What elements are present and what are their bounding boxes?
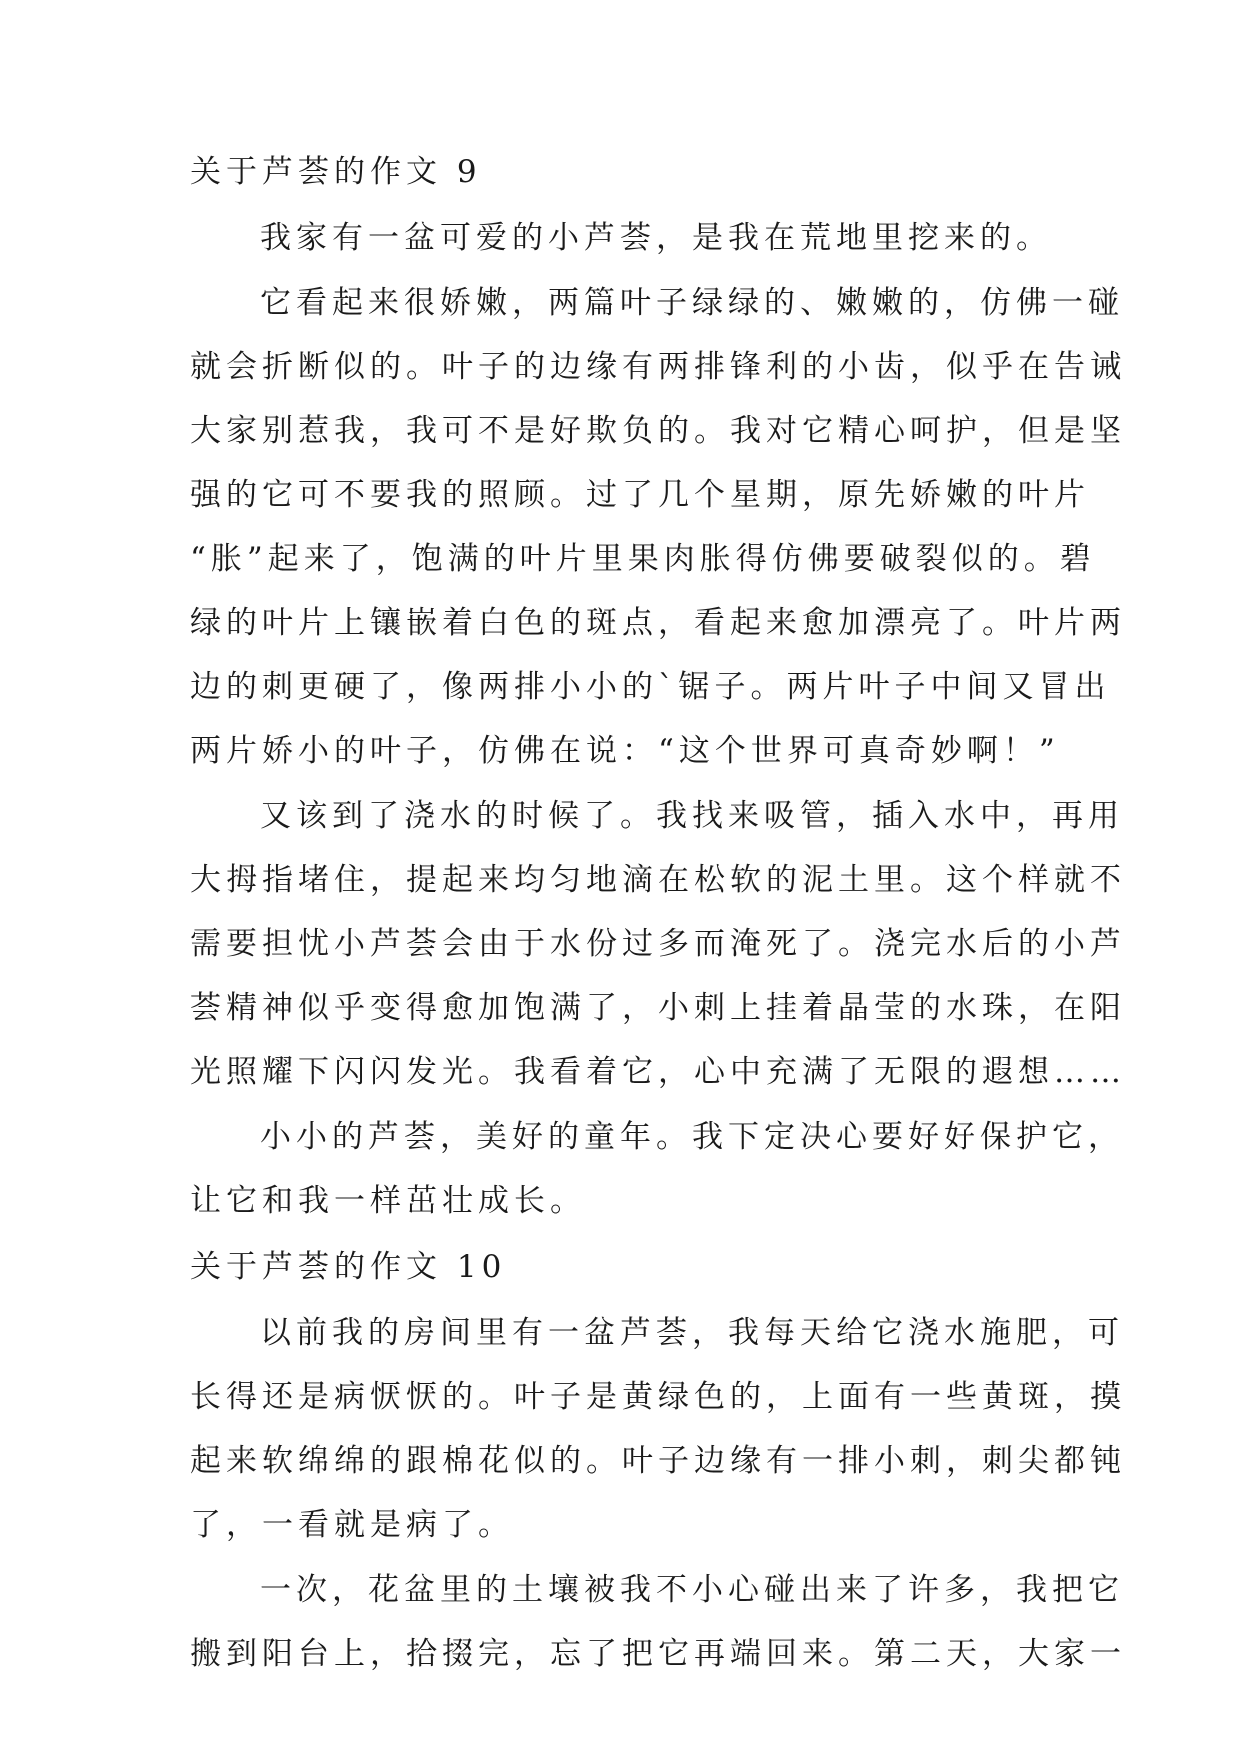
paragraph bbox=[190, 1570, 1126, 1674]
paragraph-line: 让它和我一样茁壮成长。 bbox=[190, 1183, 586, 1219]
paragraph-line: 我家有一盆可爱的小芦荟，是我在荒地里挖来的。 bbox=[260, 220, 1052, 256]
paragraph bbox=[190, 218, 1050, 258]
paragraph-line: 一次，花盆里的土壤被我不小心碰出来了许多，我把它 bbox=[260, 1572, 1124, 1608]
paragraph-line: 它看起来很娇嫩，两篇叶子绿绿的、嫩嫩的，仿佛一碰 bbox=[260, 285, 1124, 321]
section-heading: 关于芦荟的作文 9 bbox=[190, 154, 482, 190]
paragraph-line: 两片娇小的叶子，仿佛在说：“这个世界可真奇妙啊！” bbox=[190, 733, 1060, 769]
paragraph-line: 绿的叶片上镶嵌着白色的斑点，看起来愈加漂亮了。叶片两 bbox=[190, 605, 1126, 641]
paragraph bbox=[190, 1117, 1124, 1221]
paragraph-line: 以前我的房间里有一盆芦荟，我每天给它浇水施肥，可 bbox=[260, 1315, 1124, 1351]
paragraph-line: “胀”起来了，饱满的叶片里果肉胀得仿佛要破裂似的。碧 bbox=[190, 541, 1096, 577]
paragraph bbox=[190, 1313, 1126, 1545]
paragraph-line: 又该到了浇水的时候了。我找来吸管，插入水中，再用 bbox=[260, 798, 1124, 834]
paragraph-line: 边的刺更硬了，像两排小小的`锯子。两片叶子中间又冒出 bbox=[190, 669, 1111, 705]
paragraph-line: 搬到阳台上，拾掇完，忘了把它再端回来。第二天，大家一 bbox=[190, 1636, 1126, 1672]
paragraph bbox=[190, 283, 1126, 771]
paragraph-line: 长得还是病恹恹的。叶子是黄绿色的，上面有一些黄斑，摸 bbox=[190, 1379, 1126, 1415]
paragraph-line: 强的它可不要我的照顾。过了几个星期，原先娇嫩的叶片 bbox=[190, 477, 1090, 513]
paragraph-line: 大拇指堵住，提起来均匀地滴在松软的泥土里。这个样就不 bbox=[190, 862, 1126, 898]
section-heading: 关于芦荟的作文 10 bbox=[190, 1249, 507, 1285]
paragraph bbox=[190, 796, 1126, 1092]
paragraph-line: 需要担忧小芦荟会由于水份过多而淹死了。浇完水后的小芦 bbox=[190, 926, 1126, 962]
paragraph-line: 小小的芦荟，美好的童年。我下定决心要好好保护它， bbox=[260, 1119, 1124, 1155]
paragraph-line: 就会折断似的。叶子的边缘有两排锋利的小齿，似乎在告诫 bbox=[190, 349, 1126, 385]
paragraph-line: 了，一看就是病了。 bbox=[190, 1507, 514, 1543]
paragraph-line: 荟精神似乎变得愈加饱满了，小刺上挂着晶莹的水珠，在阳 bbox=[190, 990, 1126, 1026]
document-page bbox=[190, 152, 1126, 1699]
paragraph-line: 起来软绵绵的跟棉花似的。叶子边缘有一排小刺，刺尖都钝 bbox=[190, 1443, 1126, 1479]
paragraph-line: 光照耀下闪闪发光。我看着它，心中充满了无限的遐想…… bbox=[190, 1054, 1126, 1090]
paragraph-line: 大家别惹我，我可不是好欺负的。我对它精心呵护，但是坚 bbox=[190, 413, 1126, 449]
